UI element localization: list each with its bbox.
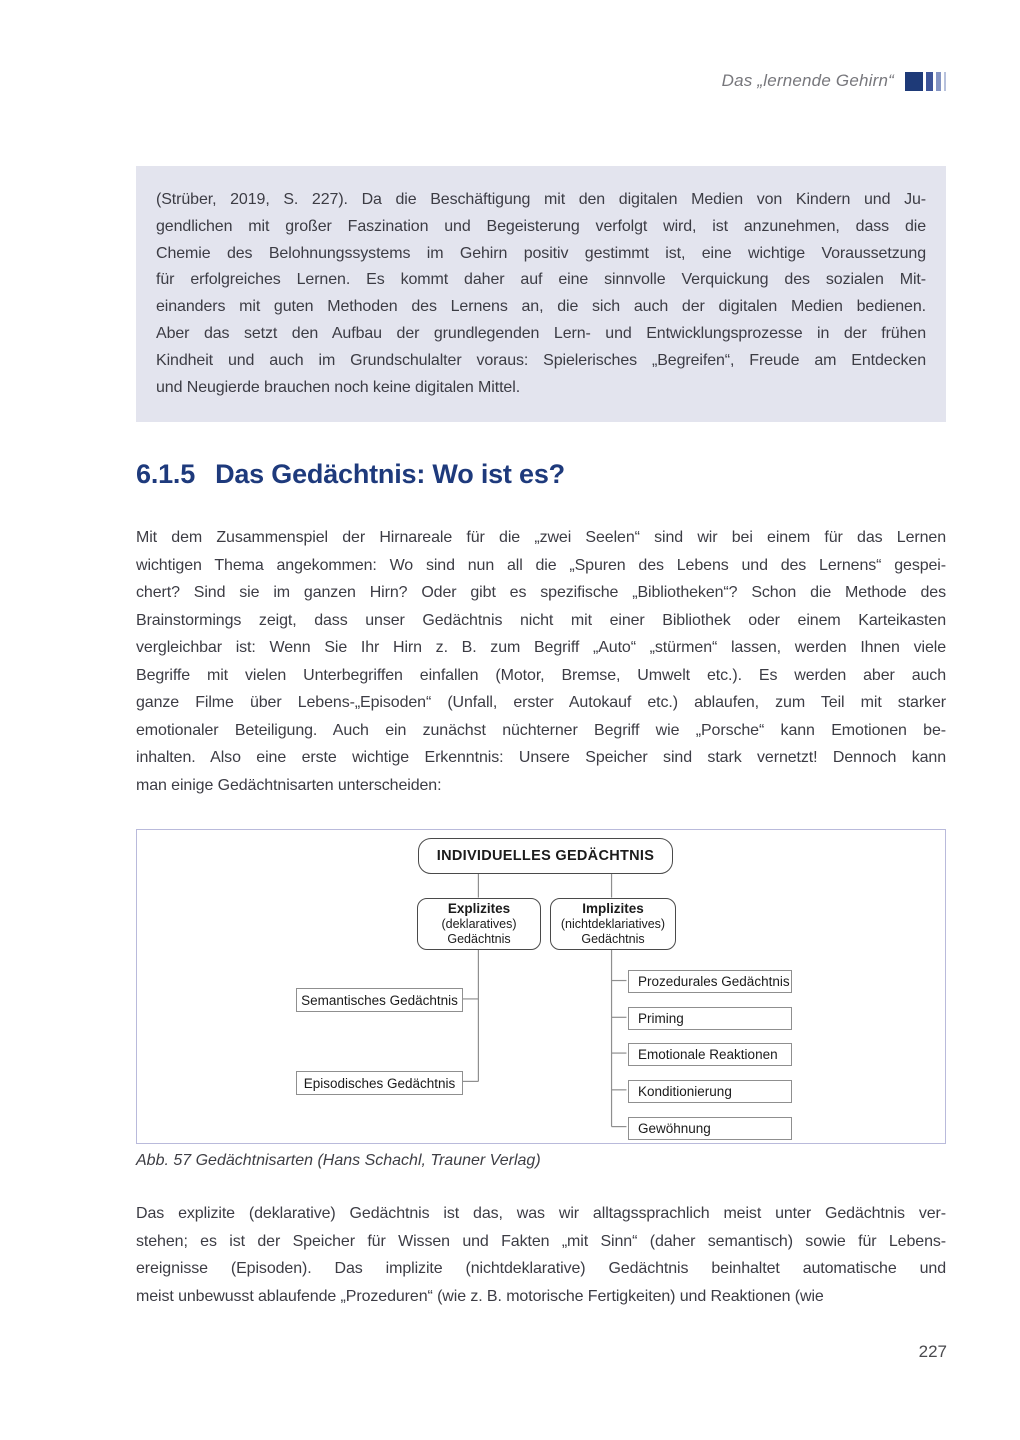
running-head-title: Das „lernende Gehirn“ (721, 71, 894, 90)
implicit-subtitle: (nichtdeklariatives) (560, 916, 666, 931)
quote-box: (Strüber, 2019, S. 227). Da die Beschäftigung mit den digitalen Medien von Kindern und Ju- gendlichen mit großer Faszination und Begeisterung verfolgt wird, ist anzunehmen, dass die Chemie des Belohnungssystems im Gehirn positiv gestimmt ist, eine wichtige Voraussetzung für erfolgreiches Lernen. Es kommt daher auf eine sinnvolle Verquickung des sozialen Mit- einanders mit guten Methoden des Lernens an, die sich auch der digitalen Medien bedienen. Aber das setzt den Aufbau der grundlegenden Lern- und Entwicklungsprozesse in der frühen Kindheit und auch im Grundschulalter voraus: Spielerisches „Begreifen“, Freude am Entdecken und Neugierde brauchen noch keine digitalen Mittel. (136, 166, 946, 422)
section-number: 6.1.5 (136, 459, 196, 490)
section-heading (136, 458, 946, 490)
diagram-node-episodic-memory: Episodisches Gedächtnis (296, 1071, 463, 1095)
diagram-node-habituation: Gewöhnung (628, 1117, 792, 1140)
paragraph-memory-intro: Mit dem Zusammenspiel der Hirnareale für die „zwei Seelen“ sind wir bei einem für das Lernen wichtigen Thema angekommen: Wo sind nun all die „Spuren des Lebens und des Lernens“ gespei- chert? Sind sie im ganzen Hirn? Oder gibt es spezifische „Bibliotheken“? Schon die Methode des Brainstormings zeigt, dass unser Gedächtnis nicht mit einer Bibliothek oder einem Karteikasten vergleichbar ist: Wenn Sie Ihr Hirn z. B. zum Begriff „Auto“ „stürmen“ lassen, werden Ihnen viele Begriffe mit vielen Unterbegriffen einfallen (Motor, Bremse, Umwelt etc.). Es werden aber auch ganze Filme über Lebens-„Episoden“ (Unfall, erster Autokauf etc.) ablaufen, zum Teil mit starker emotionaler Beteiligung. Auch ein zunächst nüchterner Begriff wie „Porsche“ kann Emotionen be- inhalten. Also eine erste wichtige Erkenntnis: Unsere Speicher sind stark vernetzt! Dennoch kann man einige Gedächtnisarten unterscheiden: (136, 529, 946, 794)
diagram-node-individual-memory: INDIVIDUELLES GEDÄCHTNIS (418, 838, 673, 874)
diagram-node-conditioning: Konditionierung (628, 1080, 792, 1103)
implicit-suffix: Gedächtnis (581, 932, 645, 947)
figure-frame (136, 829, 946, 1144)
diagram-connectors (137, 830, 945, 1143)
explicit-suffix: Gedächtnis (447, 932, 511, 947)
diagram-node-implicit-memory (550, 898, 676, 950)
implicit-title: Implizites (582, 901, 644, 917)
running-head (136, 70, 946, 92)
diagram-node-procedural-memory: Prozedurales Gedächtnis (628, 970, 792, 993)
page-number: 227 (918, 1342, 947, 1361)
bar-icon-1 (905, 72, 923, 91)
bar-icon-4 (944, 72, 946, 91)
diagram-node-emotional-reactions: Emotionale Reaktionen (628, 1043, 792, 1066)
figure-memory-types (136, 829, 946, 1170)
diagram-node-priming: Priming (628, 1007, 792, 1030)
diagram-node-semantic-memory: Semantisches Gedächtnis (296, 988, 463, 1012)
page-content (136, 0, 946, 1310)
figure-caption: Abb. 57 Gedächtnisarten (Hans Schachl, Trauner Verlag) (136, 1152, 541, 1170)
explicit-subtitle: (deklaratives) (441, 916, 517, 931)
paragraph-explicit-implicit: Das explizite (deklarative) Gedächtnis ist das, was wir alltagssprachlich meist unter Gedächtnis ver- stehen; es ist der Speicher für Wissen und Fakten „mit Sinn“ (daher semantisch) sowie für Lebens- ereignisse (Episoden). Das implizite (nichtdeklarative) Gedächtnis beinhaltet automatische und meist unbewusst ablaufende „Prozeduren“ (wie z. B. motorische Fertigkeiten) und Reaktionen (wie (136, 1205, 946, 1305)
section-title: Das Gedächtnis: Wo ist es? (215, 459, 565, 490)
chapter-bars-icon (905, 72, 946, 91)
diagram-node-explicit-memory (417, 898, 541, 950)
bar-icon-3 (936, 72, 941, 91)
explicit-title: Explizites (447, 901, 511, 917)
bar-icon-2 (926, 72, 933, 91)
